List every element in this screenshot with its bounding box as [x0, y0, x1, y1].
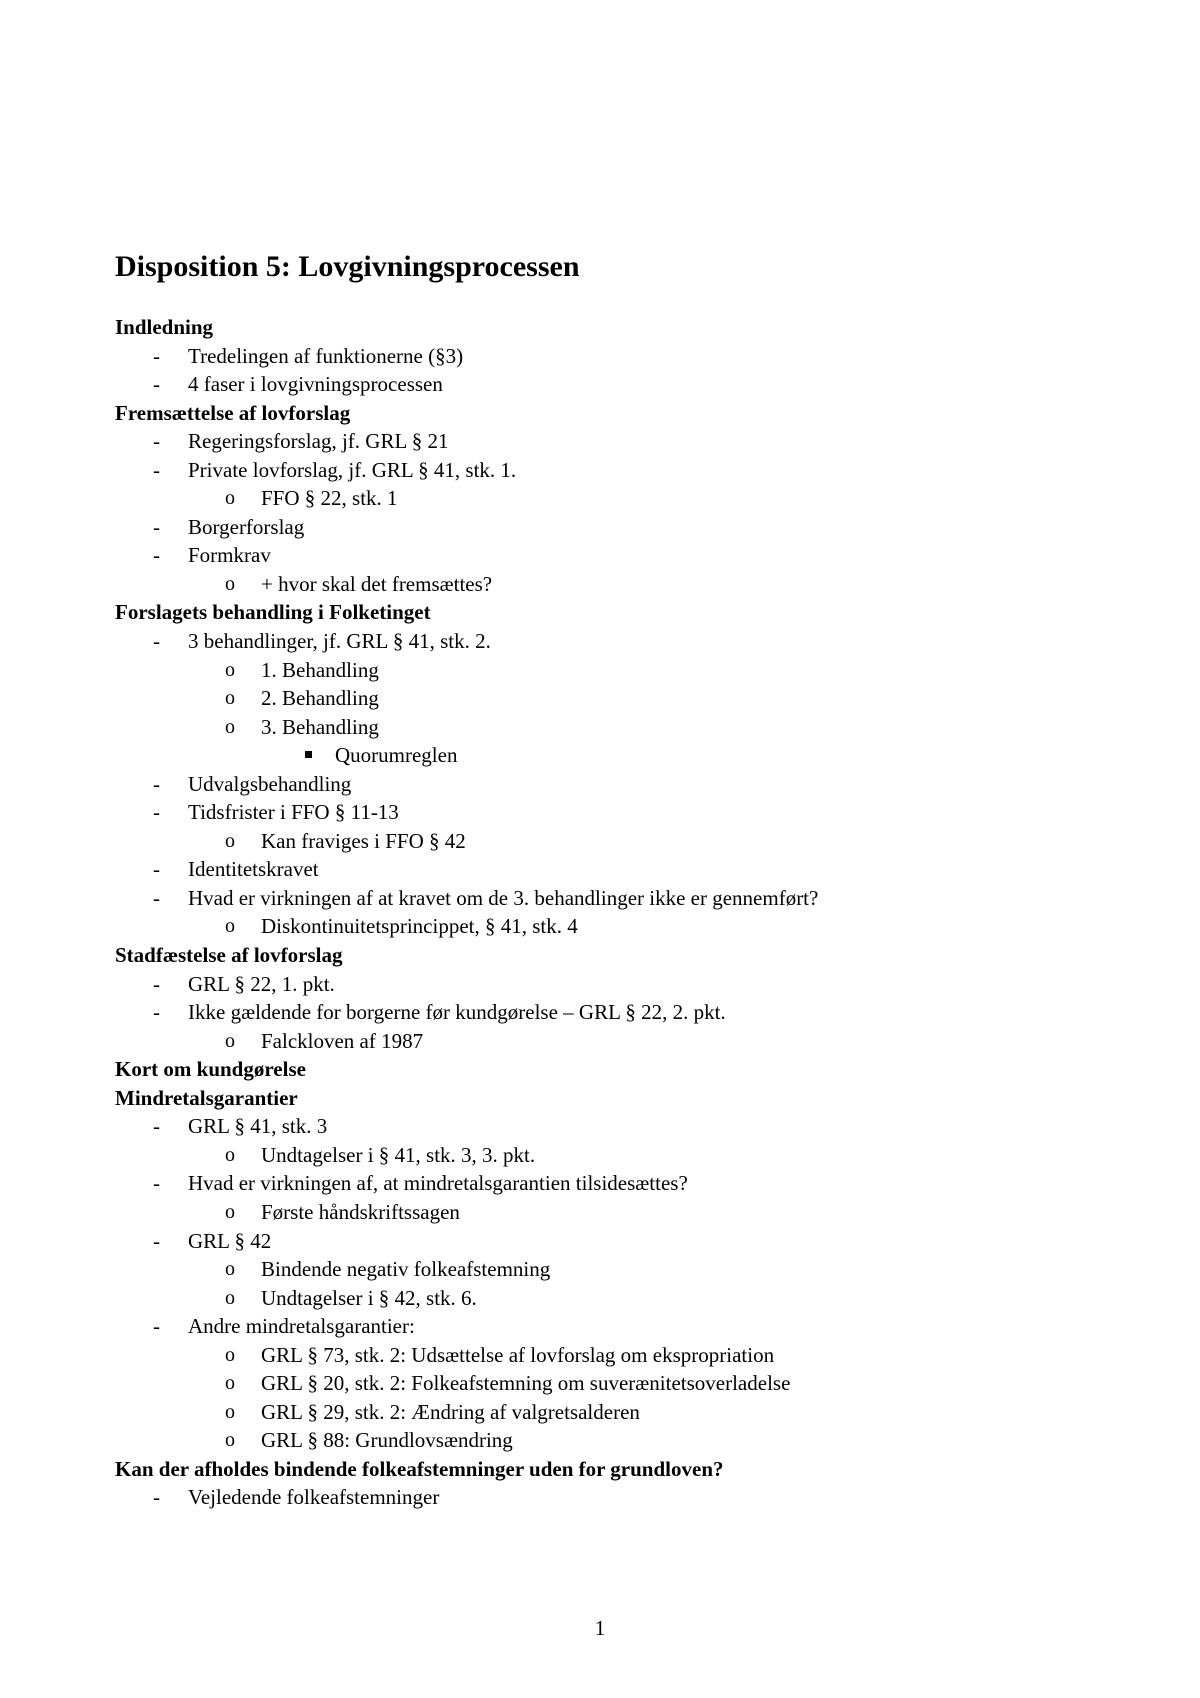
outline-item-level-1: [115, 541, 1115, 570]
outline-item-text: Undtagelser i § 42, stk. 6.: [261, 1285, 477, 1310]
dash-bullet-icon: -: [153, 1314, 160, 1339]
circle-bullet-icon: o: [225, 715, 235, 738]
circle-bullet-icon: o: [225, 1372, 235, 1395]
outline-item-level-2: [115, 1426, 1115, 1455]
outline-item-text: Udvalgsbehandling: [188, 771, 352, 796]
outline-item-level-1: [115, 798, 1115, 827]
dash-bullet-icon: -: [153, 971, 160, 996]
outline-item-text: Kan fraviges i FFO § 42: [261, 828, 466, 853]
outline-item-level-1: [115, 1169, 1115, 1198]
outline-item-level-2: [115, 912, 1115, 941]
outline-item-text: GRL § 20, stk. 2: Folkeafstemning om suverænitetsoverladelse: [261, 1371, 791, 1396]
outline-item-text: Ikke gældende for borgerne før kundgørelse – GRL § 22, 2. pkt.: [188, 1000, 726, 1025]
outline-item-text: Identitetskravet: [188, 857, 319, 882]
outline-item-text: Diskontinuitetsprincippet, § 41, stk. 4: [261, 914, 578, 939]
outline-item-text: + hvor skal det fremsættes?: [261, 571, 493, 596]
dash-bullet-icon: -: [153, 1114, 160, 1139]
outline-item-level-2: [115, 1369, 1115, 1398]
dash-bullet-icon: -: [153, 1000, 160, 1025]
circle-bullet-icon: o: [225, 829, 235, 852]
dash-bullet-icon: -: [153, 1171, 160, 1196]
dash-bullet-icon: -: [153, 1228, 160, 1253]
outline-item-text: Bindende negativ folkeafstemning: [261, 1257, 551, 1282]
outline-item-text: Quorumreglen: [335, 743, 458, 768]
outline-item-level-2: [115, 684, 1115, 713]
outline-item-text: 4 faser i lovgivningsprocessen: [188, 372, 443, 397]
outline-item-level-1: [115, 970, 1115, 999]
circle-bullet-icon: o: [225, 1029, 235, 1052]
outline-item-text: 3 behandlinger, jf. GRL § 41, stk. 2.: [188, 629, 491, 654]
outline-item-text: GRL § 88: Grundlovsændring: [261, 1428, 513, 1453]
outline-item-level-1: [115, 884, 1115, 913]
outline-item-level-1: [115, 627, 1115, 656]
page-title: Disposition 5: Lovgivningsprocessen: [115, 250, 580, 283]
circle-bullet-icon: o: [225, 487, 235, 510]
dash-bullet-icon: -: [153, 457, 160, 482]
outline-item-level-1: [115, 342, 1115, 371]
outline-item-text: Falckloven af 1987: [261, 1028, 424, 1053]
outline-item-level-2: [115, 484, 1115, 513]
outline-item-level-1: [115, 370, 1115, 399]
circle-bullet-icon: o: [225, 1429, 235, 1452]
outline-item-level-2: [115, 656, 1115, 685]
outline-item-text: GRL § 73, stk. 2: Udsættelse af lovforslag om ekspropriation: [261, 1342, 775, 1367]
circle-bullet-icon: o: [225, 658, 235, 681]
outline-item-text: 2. Behandling: [261, 686, 379, 711]
outline-item-level-2: [115, 1341, 1115, 1370]
outline-item-text: Regeringsforslag, jf. GRL § 21: [188, 429, 449, 454]
outline-item-text: Private lovforslag, jf. GRL § 41, stk. 1.: [188, 457, 517, 482]
circle-bullet-icon: o: [225, 687, 235, 710]
outline-item-text: 1. Behandling: [261, 657, 379, 682]
outline-item-level-2: [115, 570, 1115, 599]
dash-bullet-icon: -: [153, 629, 160, 654]
dash-bullet-icon: -: [153, 771, 160, 796]
outline-item-level-2: [115, 1398, 1115, 1427]
circle-bullet-icon: o: [225, 1286, 235, 1309]
outline-item-text: Første håndskriftssagen: [261, 1199, 460, 1224]
section-heading: Forslagets behandling i Folketinget: [115, 600, 431, 625]
dash-bullet-icon: -: [153, 343, 160, 368]
outline-item-text: Andre mindretalsgarantier:: [188, 1314, 415, 1339]
dash-bullet-icon: -: [153, 1485, 160, 1510]
dash-bullet-icon: -: [153, 543, 160, 568]
outline-item-level-2: [115, 1284, 1115, 1313]
circle-bullet-icon: o: [225, 1400, 235, 1423]
square-bullet-icon: [305, 751, 312, 758]
outline-item-text: GRL § 29, stk. 2: Ændring af valgretsalderen: [261, 1399, 640, 1424]
circle-bullet-icon: o: [225, 1143, 235, 1166]
outline-item-text: GRL § 42: [188, 1228, 272, 1253]
outline-item-text: Vejledende folkeafstemninger: [188, 1485, 440, 1510]
outline-item-level-2: [115, 1198, 1115, 1227]
dash-bullet-icon: -: [153, 800, 160, 825]
section-heading: Kort om kundgørelse: [115, 1057, 306, 1082]
dash-bullet-icon: -: [153, 372, 160, 397]
dash-bullet-icon: -: [153, 429, 160, 454]
section-heading: Fremsættelse af lovforslag: [115, 400, 351, 425]
outline-item-level-1: [115, 1112, 1115, 1141]
circle-bullet-icon: o: [225, 1258, 235, 1281]
outline: [115, 313, 1115, 1512]
outline-item-level-2: [115, 1141, 1115, 1170]
outline-item-level-2: [115, 827, 1115, 856]
outline-item-text: Hvad er virkningen af, at mindretalsgarantien tilsidesættes?: [188, 1171, 688, 1196]
outline-item-level-2: [115, 1255, 1115, 1284]
outline-item-text: 3. Behandling: [261, 714, 379, 739]
outline-item-level-1: [115, 1483, 1115, 1512]
outline-item-text: Tredelingen af funktionerne (§3): [188, 343, 464, 368]
circle-bullet-icon: o: [225, 1343, 235, 1366]
outline-item-level-1: [115, 456, 1115, 485]
dash-bullet-icon: -: [153, 857, 160, 882]
circle-bullet-icon: o: [225, 915, 235, 938]
dash-bullet-icon: -: [153, 514, 160, 539]
outline-item-level-1: [115, 770, 1115, 799]
outline-item-text: FFO § 22, stk. 1: [261, 486, 398, 511]
outline-item-text: GRL § 22, 1. pkt.: [188, 971, 335, 996]
circle-bullet-icon: o: [225, 1200, 235, 1223]
outline-item-text: Tidsfrister i FFO § 11-13: [188, 800, 399, 825]
outline-item-text: Borgerforslag: [188, 514, 305, 539]
outline-item-text: Hvad er virkningen af at kravet om de 3. behandlinger ikke er gennemført?: [188, 885, 819, 910]
outline-item-level-1: [115, 855, 1115, 884]
outline-item-text: GRL § 41, stk. 3: [188, 1114, 328, 1139]
outline-item-level-3: [115, 741, 1115, 770]
page-number: 1: [594, 1616, 606, 1640]
dash-bullet-icon: -: [153, 885, 160, 910]
section-heading: Indledning: [115, 315, 214, 339]
section-heading: Kan der afholdes bindende folkeafstemninger uden for grundloven?: [115, 1456, 724, 1481]
outline-item-level-2: [115, 1027, 1115, 1056]
section-heading: Stadfæstelse af lovforslag: [115, 943, 343, 968]
outline-item-level-2: [115, 713, 1115, 742]
outline-item-text: Undtagelser i § 41, stk. 3, 3. pkt.: [261, 1142, 536, 1167]
circle-bullet-icon: o: [225, 572, 235, 595]
section-heading: Mindretalsgarantier: [115, 1085, 298, 1110]
outline-item-level-1: [115, 513, 1115, 542]
outline-item-level-1: [115, 1227, 1115, 1256]
outline-item-level-1: [115, 998, 1115, 1027]
outline-item-level-1: [115, 1312, 1115, 1341]
outline-item-level-1: [115, 427, 1115, 456]
outline-item-text: Formkrav: [188, 543, 271, 568]
